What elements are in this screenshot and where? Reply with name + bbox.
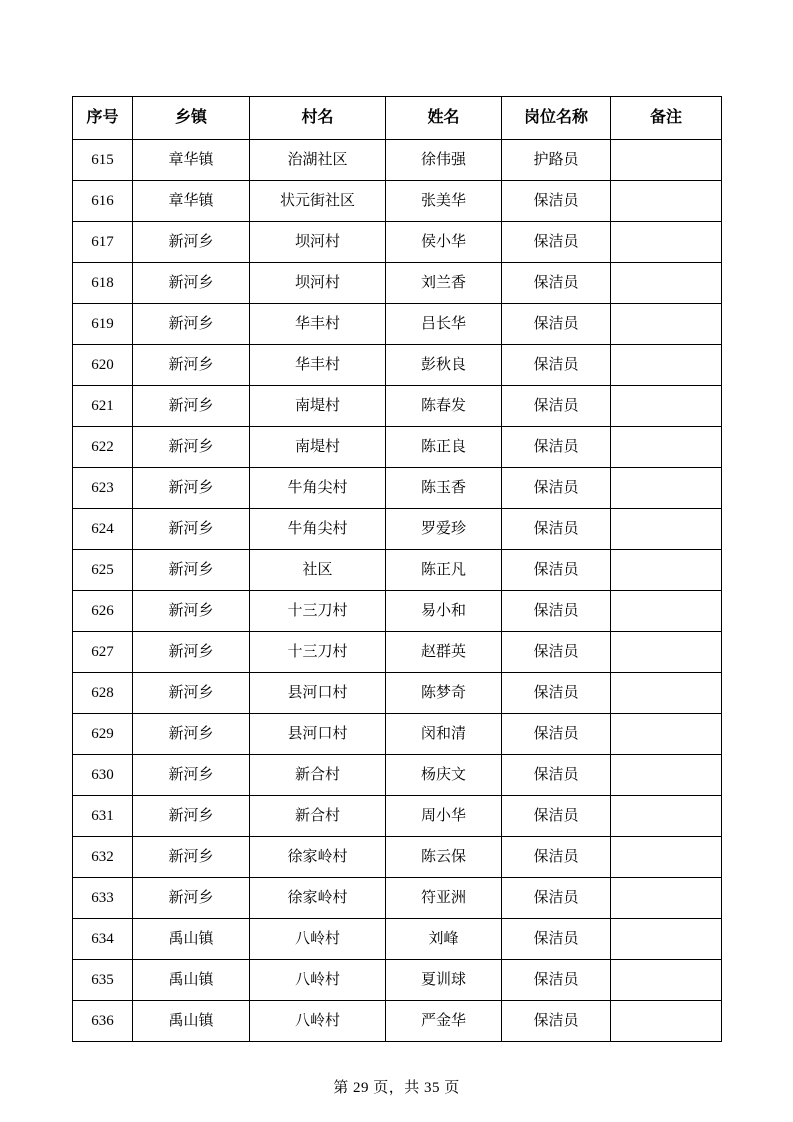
column-header-remark: 备注 <box>611 97 722 140</box>
cell-name: 吕长华 <box>386 304 502 345</box>
cell-seq: 618 <box>73 263 133 304</box>
cell-town: 新河乡 <box>133 632 250 673</box>
cell-name: 闵和清 <box>386 714 502 755</box>
cell-name: 张美华 <box>386 181 502 222</box>
cell-name: 易小和 <box>386 591 502 632</box>
cell-seq: 615 <box>73 140 133 181</box>
cell-remark <box>611 591 722 632</box>
cell-position: 保洁员 <box>502 960 611 1001</box>
cell-remark <box>611 509 722 550</box>
cell-seq: 621 <box>73 386 133 427</box>
table-body <box>73 140 722 1042</box>
cell-remark <box>611 960 722 1001</box>
cell-remark <box>611 345 722 386</box>
cell-position: 保洁员 <box>502 386 611 427</box>
cell-village: 华丰村 <box>250 304 386 345</box>
cell-position: 保洁员 <box>502 550 611 591</box>
cell-seq: 634 <box>73 919 133 960</box>
cell-seq: 627 <box>73 632 133 673</box>
cell-remark <box>611 386 722 427</box>
cell-position: 保洁员 <box>502 755 611 796</box>
cell-remark <box>611 468 722 509</box>
cell-town: 新河乡 <box>133 263 250 304</box>
cell-town: 章华镇 <box>133 181 250 222</box>
cell-village: 县河口村 <box>250 714 386 755</box>
cell-town: 新河乡 <box>133 878 250 919</box>
cell-name: 彭秋良 <box>386 345 502 386</box>
cell-village: 社区 <box>250 550 386 591</box>
cell-seq: 617 <box>73 222 133 263</box>
cell-village: 徐家岭村 <box>250 837 386 878</box>
cell-town: 新河乡 <box>133 222 250 263</box>
table-row <box>73 427 722 468</box>
cell-village: 八岭村 <box>250 960 386 1001</box>
cell-position: 保洁员 <box>502 919 611 960</box>
table-header <box>73 97 722 140</box>
cell-village: 牛角尖村 <box>250 468 386 509</box>
cell-name: 赵群英 <box>386 632 502 673</box>
cell-village: 南堤村 <box>250 427 386 468</box>
cell-position: 保洁员 <box>502 222 611 263</box>
cell-town: 新河乡 <box>133 468 250 509</box>
cell-name: 周小华 <box>386 796 502 837</box>
cell-town: 新河乡 <box>133 304 250 345</box>
cell-remark <box>611 222 722 263</box>
cell-village: 坝河村 <box>250 263 386 304</box>
cell-town: 新河乡 <box>133 427 250 468</box>
cell-name: 符亚洲 <box>386 878 502 919</box>
cell-name: 侯小华 <box>386 222 502 263</box>
cell-position: 保洁员 <box>502 714 611 755</box>
cell-name: 夏训球 <box>386 960 502 1001</box>
cell-remark <box>611 632 722 673</box>
cell-remark <box>611 140 722 181</box>
table-row <box>73 222 722 263</box>
cell-name: 罗爱珍 <box>386 509 502 550</box>
cell-village: 南堤村 <box>250 386 386 427</box>
cell-seq: 633 <box>73 878 133 919</box>
table-row <box>73 796 722 837</box>
cell-name: 陈云保 <box>386 837 502 878</box>
cell-village: 徐家岭村 <box>250 878 386 919</box>
cell-town: 禹山镇 <box>133 919 250 960</box>
cell-village: 治湖社区 <box>250 140 386 181</box>
cell-seq: 631 <box>73 796 133 837</box>
table-row <box>73 140 722 181</box>
cell-remark <box>611 878 722 919</box>
table-row <box>73 755 722 796</box>
cell-village: 牛角尖村 <box>250 509 386 550</box>
table-row <box>73 550 722 591</box>
table-row <box>73 919 722 960</box>
table-row <box>73 591 722 632</box>
cell-position: 保洁员 <box>502 181 611 222</box>
cell-remark <box>611 673 722 714</box>
cell-name: 严金华 <box>386 1001 502 1042</box>
cell-remark <box>611 181 722 222</box>
cell-village: 十三刀村 <box>250 591 386 632</box>
cell-name: 陈梦奇 <box>386 673 502 714</box>
cell-seq: 630 <box>73 755 133 796</box>
cell-town: 新河乡 <box>133 345 250 386</box>
page-footer: 第 29 页，共 35 页 <box>333 1080 460 1096</box>
cell-seq: 628 <box>73 673 133 714</box>
cell-seq: 623 <box>73 468 133 509</box>
cell-name: 徐伟强 <box>386 140 502 181</box>
cell-seq: 620 <box>73 345 133 386</box>
cell-seq: 629 <box>73 714 133 755</box>
cell-position: 保洁员 <box>502 796 611 837</box>
cell-town: 新河乡 <box>133 509 250 550</box>
cell-remark <box>611 304 722 345</box>
cell-position: 保洁员 <box>502 468 611 509</box>
cell-remark <box>611 1001 722 1042</box>
table-row <box>73 960 722 1001</box>
cell-town: 禹山镇 <box>133 960 250 1001</box>
cell-name: 陈玉香 <box>386 468 502 509</box>
cell-name: 刘峰 <box>386 919 502 960</box>
cell-seq: 626 <box>73 591 133 632</box>
cell-seq: 635 <box>73 960 133 1001</box>
cell-name: 陈正凡 <box>386 550 502 591</box>
cell-remark <box>611 550 722 591</box>
cell-remark <box>611 263 722 304</box>
cell-position: 保洁员 <box>502 632 611 673</box>
cell-village: 新合村 <box>250 796 386 837</box>
cell-remark <box>611 714 722 755</box>
roster-table <box>72 96 722 1042</box>
cell-position: 护路员 <box>502 140 611 181</box>
table-row <box>73 837 722 878</box>
cell-position: 保洁员 <box>502 837 611 878</box>
cell-remark <box>611 755 722 796</box>
cell-village: 十三刀村 <box>250 632 386 673</box>
table-row <box>73 181 722 222</box>
cell-remark <box>611 837 722 878</box>
column-header-position: 岗位名称 <box>502 97 611 140</box>
cell-position: 保洁员 <box>502 304 611 345</box>
cell-name: 陈春发 <box>386 386 502 427</box>
table-row <box>73 632 722 673</box>
table-row <box>73 878 722 919</box>
cell-seq: 625 <box>73 550 133 591</box>
cell-position: 保洁员 <box>502 1001 611 1042</box>
cell-town: 新河乡 <box>133 591 250 632</box>
cell-position: 保洁员 <box>502 345 611 386</box>
cell-position: 保洁员 <box>502 263 611 304</box>
cell-remark <box>611 796 722 837</box>
cell-seq: 632 <box>73 837 133 878</box>
table-row <box>73 468 722 509</box>
table-row <box>73 509 722 550</box>
cell-name: 杨庆文 <box>386 755 502 796</box>
cell-village: 八岭村 <box>250 1001 386 1042</box>
table-row <box>73 1001 722 1042</box>
cell-position: 保洁员 <box>502 591 611 632</box>
cell-town: 禹山镇 <box>133 1001 250 1042</box>
column-header-name: 姓名 <box>386 97 502 140</box>
column-header-town: 乡镇 <box>133 97 250 140</box>
cell-seq: 616 <box>73 181 133 222</box>
table-row <box>73 386 722 427</box>
cell-town: 新河乡 <box>133 386 250 427</box>
cell-village: 坝河村 <box>250 222 386 263</box>
cell-seq: 636 <box>73 1001 133 1042</box>
cell-town: 新河乡 <box>133 714 250 755</box>
cell-village: 华丰村 <box>250 345 386 386</box>
cell-remark <box>611 919 722 960</box>
cell-position: 保洁员 <box>502 427 611 468</box>
cell-seq: 619 <box>73 304 133 345</box>
cell-town: 新河乡 <box>133 837 250 878</box>
cell-town: 新河乡 <box>133 550 250 591</box>
cell-village: 新合村 <box>250 755 386 796</box>
table-row <box>73 673 722 714</box>
cell-seq: 622 <box>73 427 133 468</box>
cell-position: 保洁员 <box>502 673 611 714</box>
column-header-seq: 序号 <box>73 97 133 140</box>
table-row <box>73 304 722 345</box>
cell-position: 保洁员 <box>502 509 611 550</box>
cell-town: 新河乡 <box>133 755 250 796</box>
table-row <box>73 714 722 755</box>
cell-seq: 624 <box>73 509 133 550</box>
cell-remark <box>611 427 722 468</box>
table-row <box>73 263 722 304</box>
cell-position: 保洁员 <box>502 878 611 919</box>
cell-village: 状元街社区 <box>250 181 386 222</box>
cell-name: 刘兰香 <box>386 263 502 304</box>
cell-village: 八岭村 <box>250 919 386 960</box>
column-header-village: 村名 <box>250 97 386 140</box>
cell-town: 新河乡 <box>133 796 250 837</box>
cell-village: 县河口村 <box>250 673 386 714</box>
table-row <box>73 345 722 386</box>
cell-name: 陈正良 <box>386 427 502 468</box>
cell-town: 章华镇 <box>133 140 250 181</box>
table-header-row <box>73 97 722 140</box>
cell-town: 新河乡 <box>133 673 250 714</box>
